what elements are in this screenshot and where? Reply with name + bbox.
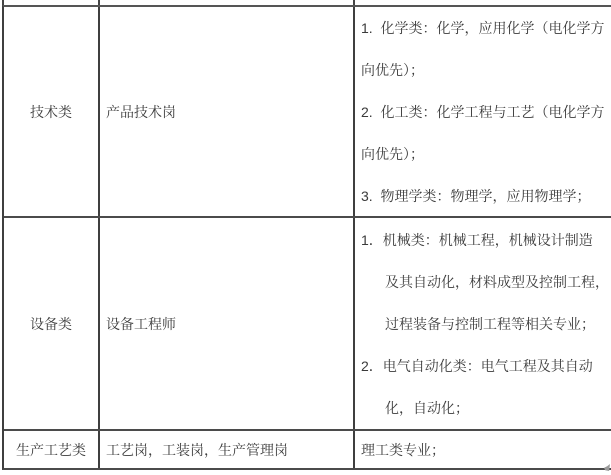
requirement-line: 1. 化学类：化学，应用化学（电化学方 <box>361 19 605 36</box>
requirement-line: 向优先）； <box>361 61 424 78</box>
category-cell <box>4 218 98 429</box>
recruitment-positions-table <box>2 5 611 470</box>
requirement-line: 理工类专业； <box>361 441 445 458</box>
requirement-line: 及其自动化，材料成型及控制工程， <box>385 273 609 290</box>
position-cell <box>98 7 353 216</box>
table-row-technical <box>4 7 611 218</box>
requirement-line: 1．机械类：机械工程，机械设计制造 <box>361 231 593 248</box>
table-row-equipment <box>4 218 611 431</box>
requirement-line: 2．电气自动化类：电气工程及其自动 <box>361 357 593 374</box>
category-cell <box>4 431 98 468</box>
requirement-line: 向优先）； <box>361 145 424 162</box>
category-label: 设备类 <box>30 315 72 332</box>
requirement-line: 化，自动化； <box>385 399 469 416</box>
requirements-cell <box>353 218 611 429</box>
position-label: 设备工程师 <box>106 315 176 332</box>
requirement-line: 过程装备与控制工程等相关专业； <box>385 315 595 332</box>
category-label: 生产工艺类 <box>16 441 86 458</box>
requirement-line: 3. 物理学类：物理学，应用物理学； <box>361 187 591 204</box>
position-label: 产品技术岗 <box>106 103 176 120</box>
position-cell <box>98 218 353 429</box>
position-label: 工艺岗，工装岗，生产管理岗 <box>106 441 288 458</box>
requirements-cell <box>353 7 611 216</box>
requirement-line: 2. 化工类：化学工程与工艺（电化学方 <box>361 103 605 120</box>
requirements-cell <box>353 431 611 468</box>
table-row-production-process <box>4 431 611 468</box>
position-cell <box>98 431 353 468</box>
category-label: 技术类 <box>30 103 72 120</box>
category-cell <box>4 7 98 216</box>
